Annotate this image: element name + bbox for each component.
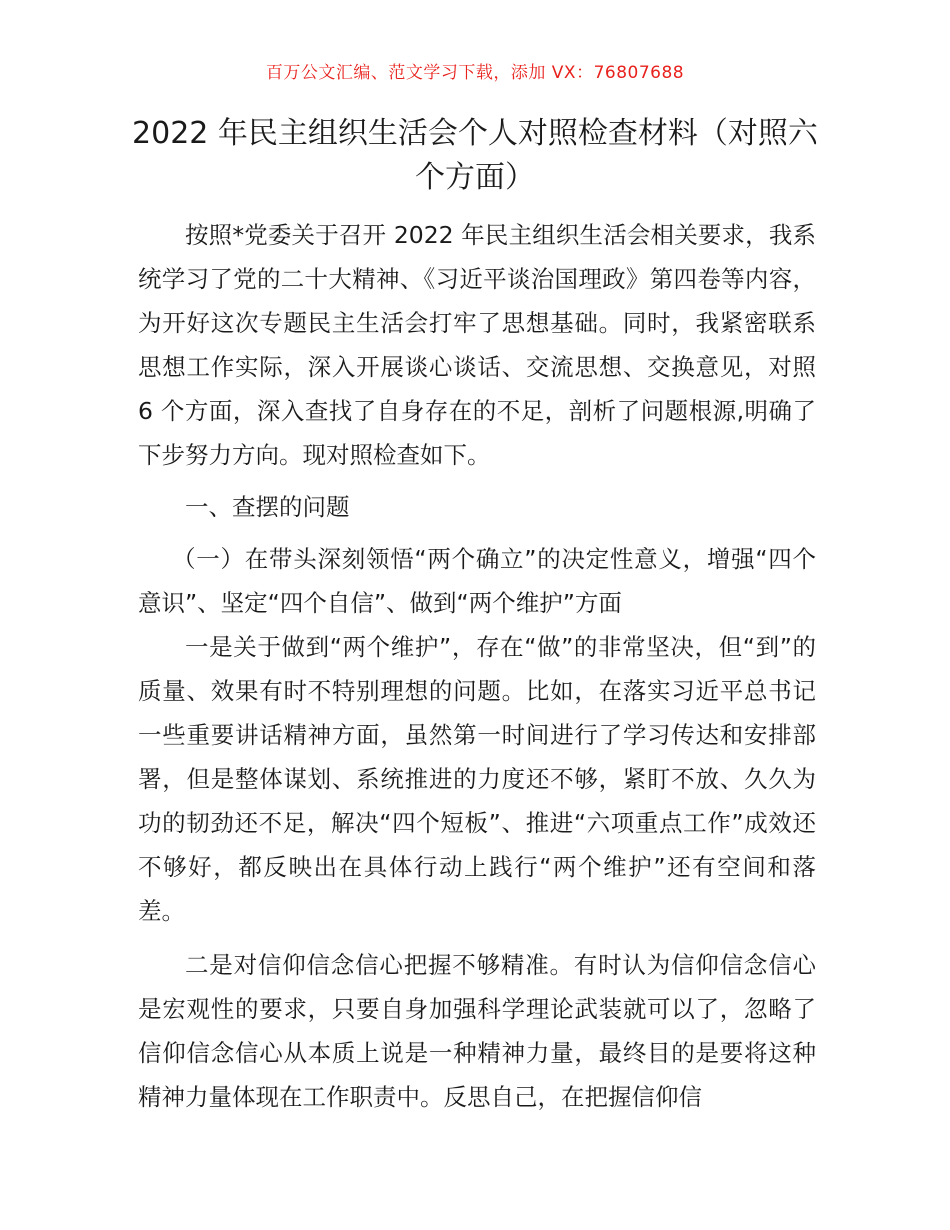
document-body xyxy=(138,213,816,1119)
section-heading: 一、查摆的问题 xyxy=(185,493,350,521)
intro-paragraph: 按照*党委关于召开 2022 年民主组织生活会相关要求，我系统学习了党的二十大精神、《习近平谈治国理政》第四卷等内容，为开好这次专题民主生活会打牢了思想基础。同时，我紧密联系思想工作实际，深入开展谈心谈话、交流思想、交换意见，对照 6 个方面，深入查找了自身存在的不足，剖析了问题根源,明确了下步努力方向。现对照检查如下。 xyxy=(138,221,816,469)
body-paragraph: 二是对信仰信念信心把握不够精准。有时认为信仰信念信心是宏观性的要求，只要自身加强科学理论武装就可以了，忽略了信仰信念信心从本质上说是一种精神力量，最终目的是要将这种精神力量体现在工作职责中。反思自己，在把握信仰信 xyxy=(138,951,816,1111)
document-title: 2022 年民主组织生活会个人对照检查材料（对照六个方面） xyxy=(132,116,818,195)
watermark-banner: 百万公文汇编、范文学习下载，添加 VX：76807688 xyxy=(265,63,685,83)
subsection-heading: （一）在带头深刻领悟“两个确立”的决定性意义，增强“四个意识”、坚定“四个自信”、做到“两个维护”方面 xyxy=(138,545,816,617)
body-paragraph: 一是关于做到“两个维护”，存在“做”的非常坚决，但“到”的质量、效果有时不特别理想的问题。比如，在落实习近平总书记一些重要讲话精神方面，虽然第一时间进行了学习传达和安排部署，但是整体谋划、系统推进的力度还不够，紧盯不放、久久为功的韧劲还不足，解决“四个短板”、推进“六项重点工作”成效还不够好，都反映出在具体行动上践行“两个维护”还有空间和落差。 xyxy=(138,633,816,925)
